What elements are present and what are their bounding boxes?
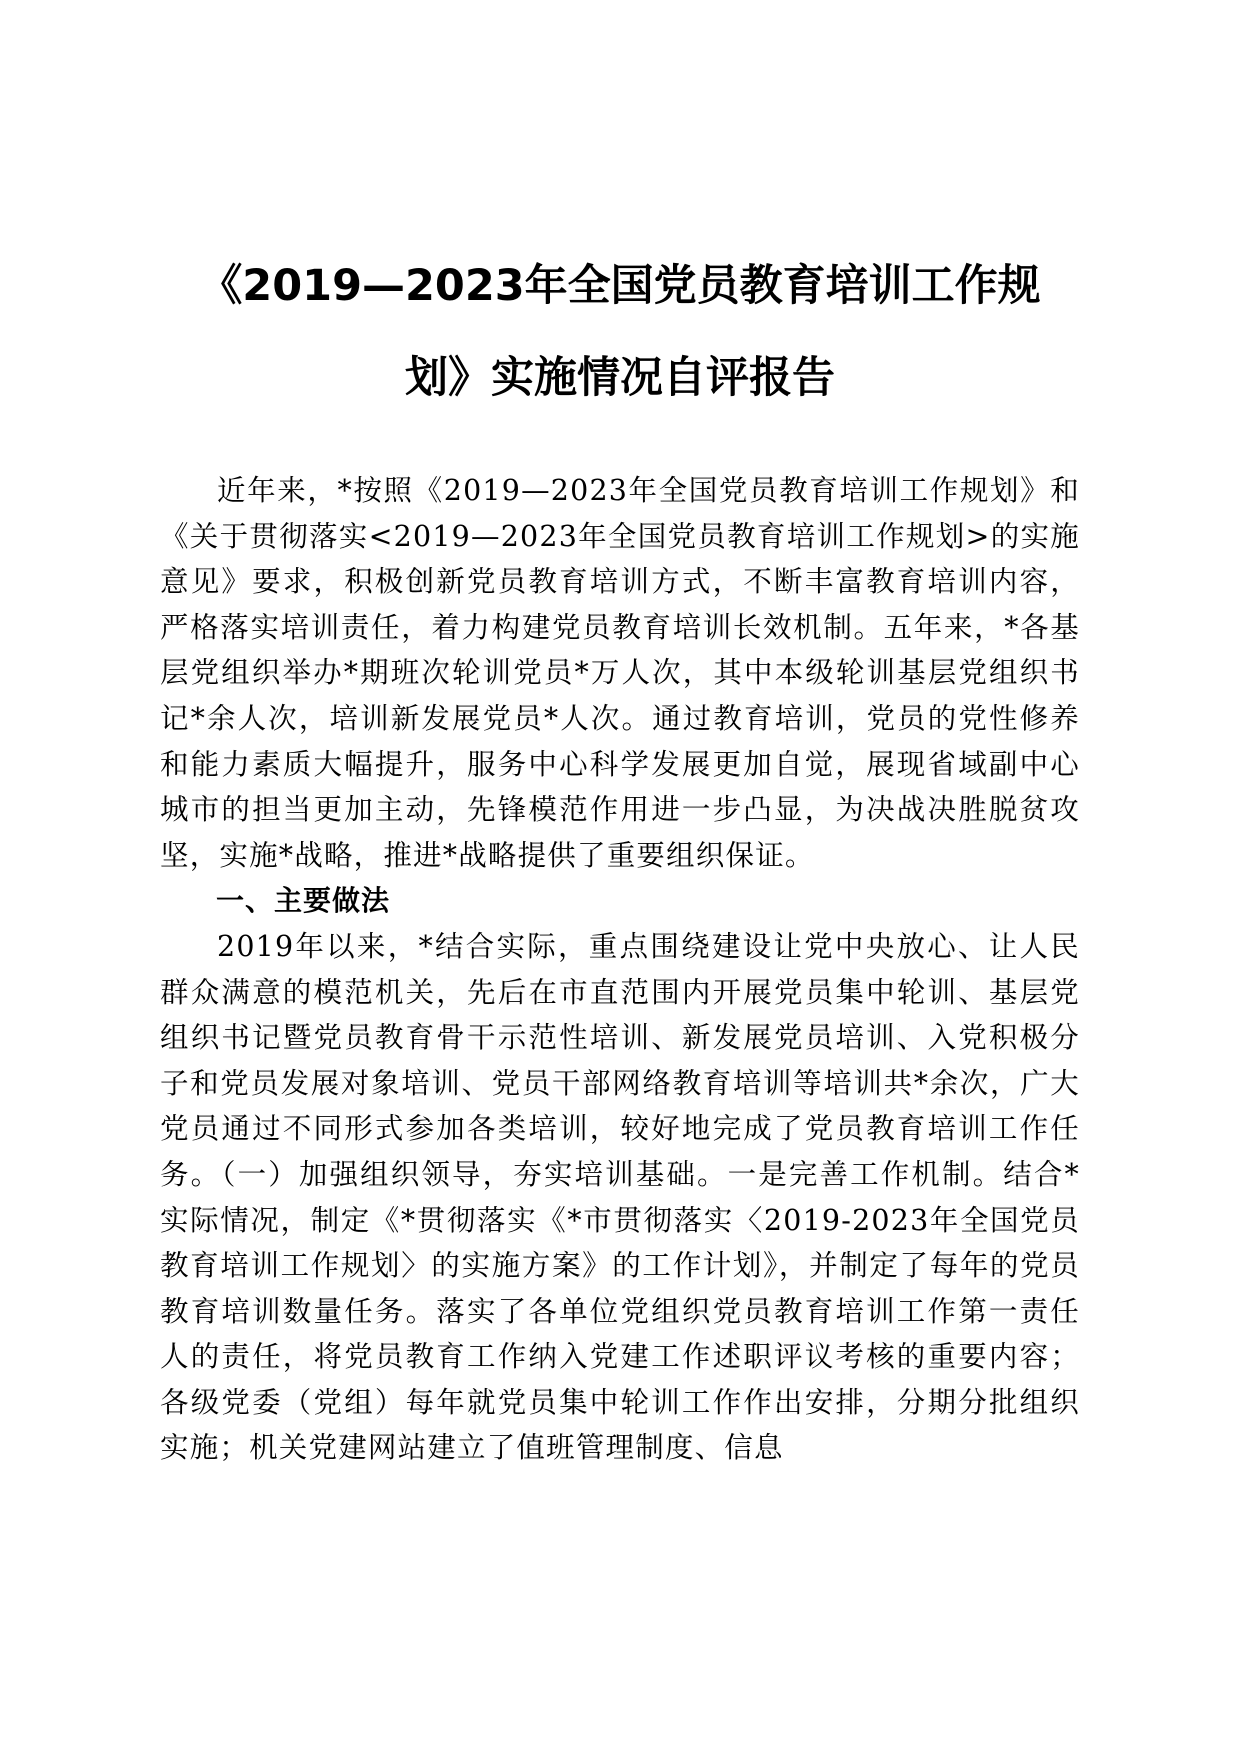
main-practices-paragraph: 2019年以来，*结合实际，重点围绕建设让党中央放心、让人民群众满意的模范机关，先后在市直范围内开展党员集中轮训、基层党组织书记暨党员教育骨干示范性培训、新发展党员培训、入党积极分子和党员发展对象培训、党员干部网络教育培训等培训共*余次，广大党员通过不同形式参加各类培训，较好地完成了党员教育培训工作任务。（一）加强组织领导，夯实培训基础。一是完善工作机制。结合*实际情况，制定《*贯彻落实《*市贯彻落实〈2019-2023年全国党员教育培训工作规划〉的实施方案》的工作计划》，并制定了每年的党员教育培训数量任务。落实了各单位党组织党员教育培训工作第一责任人的责任，将党员教育工作纳入党建工作述职评议考核的重要内容；各级党委（党组）每年就党员集中轮训工作作出安排，分期分批组织实施；机关党建网站建立了值班管理制度、信息 [160, 929, 1080, 1465]
intro-paragraph: 近年来，*按照《2019—2023年全国党员教育培训工作规划》和《关于贯彻落实<2019—2023年全国党员教育培训工作规划>的实施意见》要求，积极创新党员教育培训方式，不断丰富教育培训内容，严格落实培训责任，着力构建党员教育培训长效机制。五年来，*各基层党组织举办*期班次轮训党员*万人次，其中本级轮训基层党组织书记*余人次，培训新发展党员*人次。通过教育培训，党员的党性修养和能力素质大幅提升，服务中心科学发展更加自觉，展现省域副中心城市的担当更加主动，先锋模范作用进一步凸显，为决战决胜脱贫攻坚，实施*战略，推进*战略提供了重要组织保证。 [160, 474, 1080, 872]
document-title-line-2: 划》实施情况自评报告 [405, 353, 835, 403]
document-body [160, 468, 1080, 1471]
section-heading-main-practices: 一、主要做法 [216, 884, 391, 918]
document-title-line-1: 《2019—2023年全国党员教育培训工作规 [199, 261, 1041, 311]
